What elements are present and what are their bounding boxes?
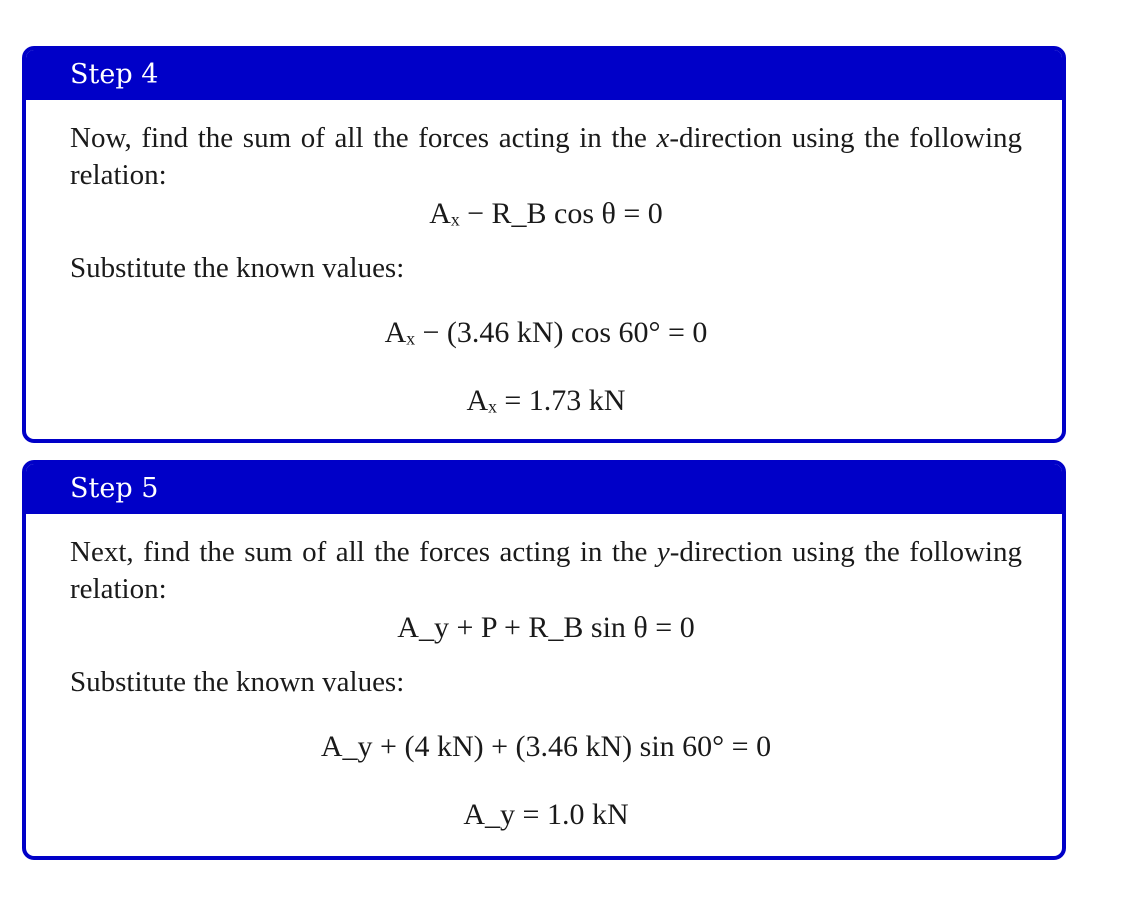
step-4-card (22, 46, 1066, 443)
step-5-equation-2: A_y = 1.0 kN (463, 798, 629, 831)
step-4-intro-suffix: -direction using the following relation: (70, 122, 1022, 191)
step-4-relation: Aₓ − R_B cos θ = 0 (429, 197, 663, 230)
step-4-intro-var: x (656, 122, 670, 154)
step-4-equation-2: Aₓ = 1.73 kN (466, 384, 626, 417)
step-5-relation: A_y + P + R_B sin θ = 0 (397, 611, 695, 644)
step-5-intro-suffix: -direction using the following relation: (70, 536, 1022, 605)
step-4-substitute-label: Substitute the known values: (70, 252, 405, 284)
step-4-title: Step 4 (70, 59, 159, 90)
step-4-intro-prefix: Now, find the sum of all the forces acting in the (70, 122, 657, 154)
step-5-intro-prefix: Next, find the sum of all the forces acting in the (70, 536, 657, 568)
step-5-header (26, 464, 1062, 514)
step-4-intro (70, 120, 1022, 194)
step-4-equation-1: Aₓ − (3.46 kN) cos 60° = 0 (384, 316, 708, 349)
step-5-intro (70, 534, 1022, 608)
step-5-substitute-label: Substitute the known values: (70, 666, 405, 698)
step-4-body (26, 120, 1062, 421)
step-5-body (26, 534, 1062, 835)
step-5-intro-var: y (656, 536, 670, 568)
step-5-card (22, 460, 1066, 860)
step-5-title: Step 5 (70, 473, 159, 504)
step-5-equation-1: A_y + (4 kN) + (3.46 kN) sin 60° = 0 (320, 730, 772, 763)
step-4-header (26, 50, 1062, 100)
